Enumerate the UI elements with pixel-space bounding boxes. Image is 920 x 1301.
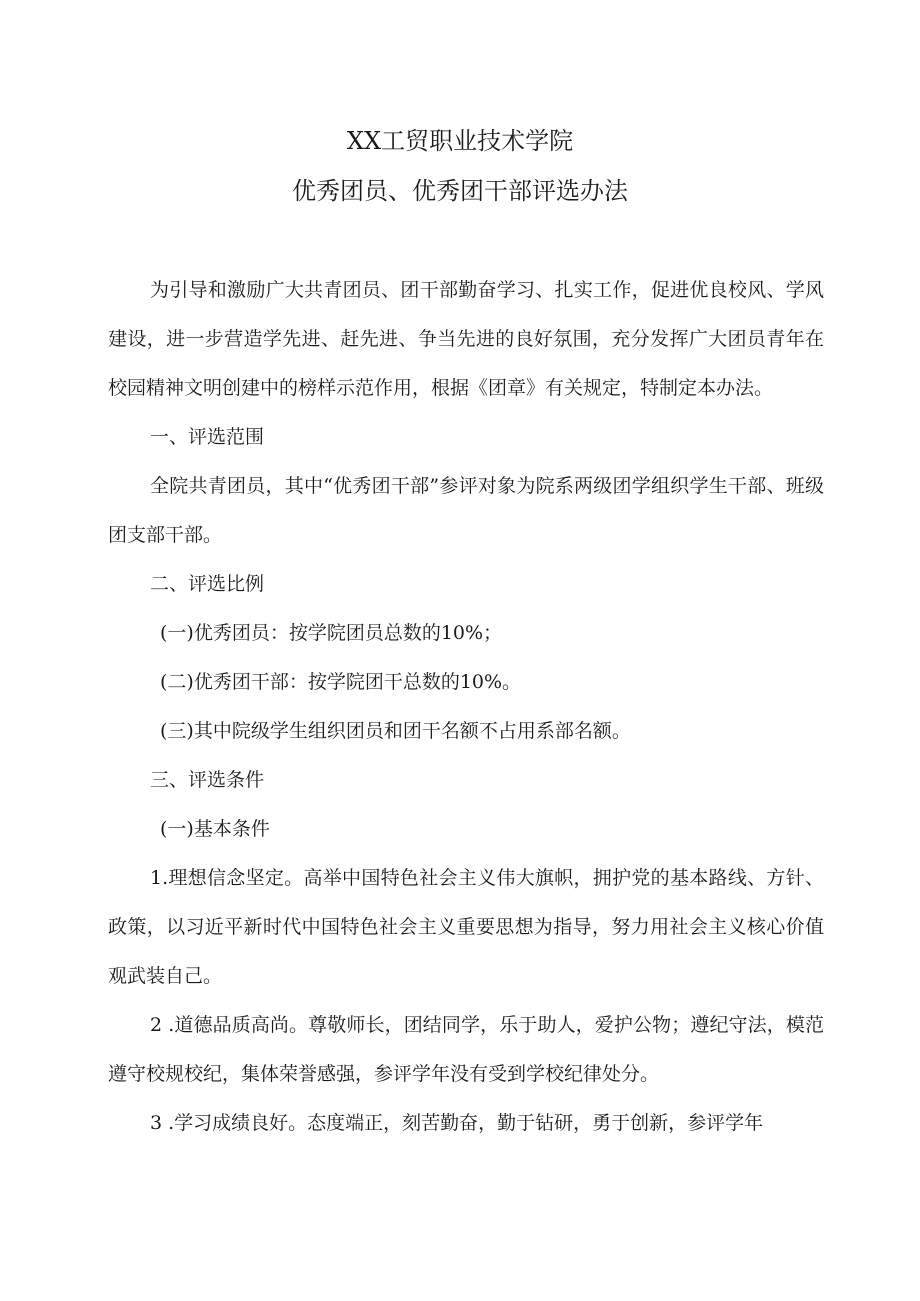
ratio-item-1: (一)优秀团员：按学院团员总数的10%； [160, 622, 503, 644]
document-title-line2: 优秀团员、优秀团干部评选办法 [292, 177, 628, 205]
section-heading-ratio: 二、评选比例 [150, 573, 265, 595]
condition-item-3: 3 .学习成绩良好。态度端正，刻苦勤奋，勤于钻研，勇于创新，参评学年 [150, 1112, 764, 1134]
scope-paragraph: 全院共青团员，其中“优秀团干部”参评对象为院系两级团学组织学生干部、班级团支部干部。 [108, 475, 824, 546]
subsection-heading-basic: (一)基本条件 [160, 818, 270, 840]
section-heading-conditions: 三、评选条件 [150, 769, 265, 791]
section-heading-scope: 一、评选范围 [150, 426, 265, 448]
document-title-line1: XX工贸职业技术学院 [346, 127, 574, 155]
ratio-item-2: (二)优秀团干部：按学院团干总数的10%。 [160, 671, 522, 693]
condition-item-2: 2 .道德品质高尚。尊敬师长，团结同学，乐于助人，爱护公物；遵纪守法，模范遵守校规校纪，集体荣誉感强，参评学年没有受到学校纪律处分。 [108, 1014, 824, 1085]
condition-item-1: 1.理想信念坚定。高举中国特色社会主义伟大旗帜，拥护党的基本路线、方针、政策，以习近平新时代中国特色社会主义重要思想为指导，努力用社会主义核心价值观武装自己。 [108, 867, 824, 987]
intro-paragraph: 为引导和激励广大共青团员、团干部勤奋学习、扎实工作，促进优良校风、学风建设，进一步营造学先进、赶先进、争当先进的良好氛围，充分发挥广大团员青年在校园精神文明创建中的榜样示范作用，根据《团章》有关规定，特制定本办法。 [108, 279, 824, 399]
document-body [108, 266, 824, 1148]
ratio-item-3: (三)其中院级学生组织团员和团干名额不占用系部名额。 [160, 720, 631, 742]
